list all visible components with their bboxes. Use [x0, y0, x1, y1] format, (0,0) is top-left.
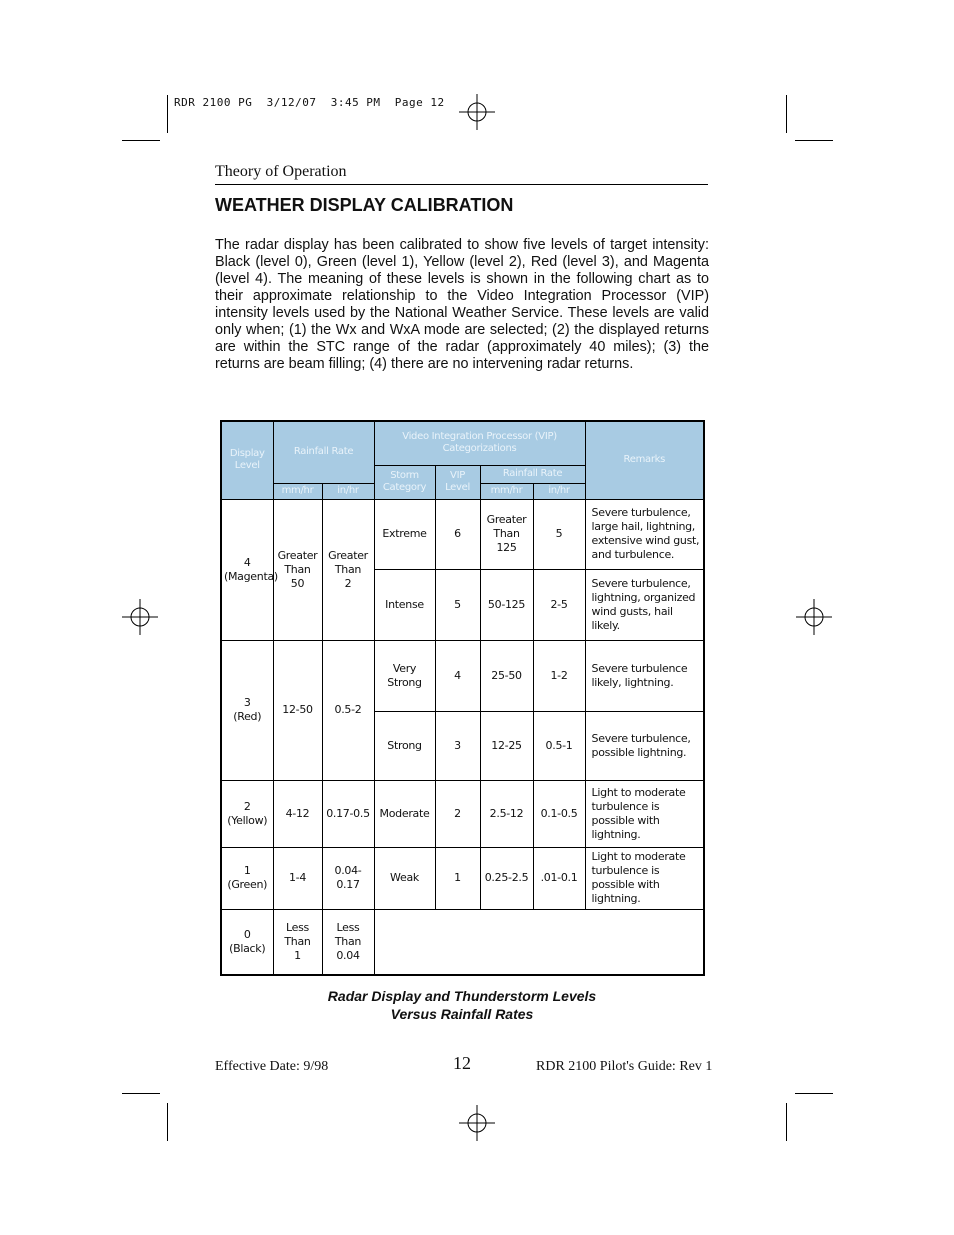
table-row: [221, 499, 704, 569]
weather-calibration-table: [220, 420, 705, 976]
vip-in-cell: .01-0.1: [533, 847, 585, 909]
vip-mm-cell: Greater Than 125: [480, 499, 533, 569]
vip-level-cell: 5: [435, 569, 480, 640]
table-row: [221, 847, 704, 909]
remarks-cell: Severe turbulence, possible lightning.: [585, 711, 704, 780]
vip-in-cell: 5: [533, 499, 585, 569]
header-storm-category: Storm Category: [374, 465, 435, 499]
rainfall-in-cell: Greater Than 2: [322, 499, 374, 640]
registration-mark-icon: [459, 1105, 495, 1141]
vip-in-cell: 0.1-0.5: [533, 780, 585, 847]
crop-mark: [795, 1093, 833, 1094]
storm-category-cell: Extreme: [374, 499, 435, 569]
vip-level-cell: 1: [435, 847, 480, 909]
header-vip-level: VIP Level: [435, 465, 480, 499]
crop-mark: [122, 140, 160, 141]
header-display-level: Display Level: [221, 421, 273, 499]
header-remarks: Remarks: [585, 421, 704, 499]
vip-mm-cell: 12-25: [480, 711, 533, 780]
vip-level-cell: 2: [435, 780, 480, 847]
header-vip-rainfall-rate: Rainfall Rate: [480, 465, 585, 483]
intro-paragraph: The radar display has been calibrated to show five levels of target intensity: Black (level 0), Green (level 1), Yellow (level 2), Red (level 3), and Magenta (level 4). The meaning of these levels is shown in the following chart as to their approximate relationship to the Video Integration Processor (VIP) intensity levels used by the National Weather Service. These levels are valid only when; (1) the Wx and WxA mode are selected; (2) the displayed returns are within the STC range of the radar (approximately 40 miles); (3) the returns are beam filling; (4) there are no intervening radar returns.: [215, 237, 709, 372]
vip-mm-cell: 2.5-12: [480, 780, 533, 847]
storm-category-cell: Moderate: [374, 780, 435, 847]
rainfall-in-cell: Less Than 0.04: [322, 909, 374, 975]
rainfall-mm-cell: 1-4: [273, 847, 322, 909]
rainfall-mm-cell: Greater Than 50: [273, 499, 322, 640]
header-rule: [215, 184, 708, 185]
display-level-cell: 2 (Yellow): [221, 780, 273, 847]
vip-in-cell: 0.5-1: [533, 711, 585, 780]
vip-in-cell: 1-2: [533, 640, 585, 711]
rainfall-in-cell: 0.5-2: [322, 640, 374, 780]
crop-mark: [122, 1093, 160, 1094]
crop-mark: [167, 1103, 168, 1141]
empty-cell: [374, 909, 704, 975]
display-level-cell: 3 (Red): [221, 640, 273, 780]
effective-date: Effective Date: 9/98: [215, 1059, 329, 1074]
header-vip-categorizations: Video Integration Processor (VIP) Categorizations: [374, 421, 585, 465]
display-level-cell: 0 (Black): [221, 909, 273, 975]
table-row: [221, 909, 704, 975]
table-row: [221, 640, 704, 711]
vip-mm-cell: 50-125: [480, 569, 533, 640]
rainfall-in-cell: 0.04-0.17: [322, 847, 374, 909]
registration-mark-icon: [796, 599, 832, 635]
rainfall-mm-cell: 4-12: [273, 780, 322, 847]
print-slug: RDR 2100 PG 3/12/07 3:45 PM Page 12: [174, 96, 445, 109]
vip-level-cell: 4: [435, 640, 480, 711]
header-vip-mm-hr: mm/hr: [480, 483, 533, 499]
remarks-cell: Severe turbulence, lightning, organized wind gusts, hail likely.: [585, 569, 704, 640]
remarks-cell: Severe turbulence, large hail, lightning, extensive wind gust, and turbulence.: [585, 499, 704, 569]
storm-category-cell: Strong: [374, 711, 435, 780]
crop-mark: [786, 1103, 787, 1141]
rainfall-mm-cell: Less Than 1: [273, 909, 322, 975]
storm-category-cell: Weak: [374, 847, 435, 909]
display-level-cell: 4 (Magenta): [221, 499, 273, 640]
storm-category-cell: Intense: [374, 569, 435, 640]
guide-title: RDR 2100 Pilot's Guide: Rev 1: [536, 1059, 713, 1074]
registration-mark-icon: [122, 599, 158, 635]
display-level-cell: 1 (Green): [221, 847, 273, 909]
vip-mm-cell: 0.25-2.5: [480, 847, 533, 909]
running-head: Theory of Operation: [215, 163, 347, 180]
header-in-hr: in/hr: [322, 483, 374, 499]
storm-category-cell: Very Strong: [374, 640, 435, 711]
header-mm-hr: mm/hr: [273, 483, 322, 499]
vip-level-cell: 6: [435, 499, 480, 569]
crop-mark: [786, 95, 787, 133]
crop-mark: [167, 95, 168, 133]
header-rainfall-rate: Rainfall Rate: [273, 421, 374, 483]
section-title: WEATHER DISPLAY CALIBRATION: [215, 195, 514, 215]
table-caption: Radar Display and Thunderstorm Levels Versus Rainfall Rates: [327, 988, 597, 1022]
page-number: 12: [453, 1053, 471, 1073]
remarks-cell: Light to moderate turbulence is possible with lightning.: [585, 780, 704, 847]
vip-mm-cell: 25-50: [480, 640, 533, 711]
remarks-cell: Light to moderate turbulence is possible with lightning.: [585, 847, 704, 909]
table-row: [221, 780, 704, 847]
remarks-cell: Severe turbulence likely, lightning.: [585, 640, 704, 711]
vip-in-cell: 2-5: [533, 569, 585, 640]
header-vip-in-hr: in/hr: [533, 483, 585, 499]
vip-level-cell: 3: [435, 711, 480, 780]
registration-mark-icon: [459, 94, 495, 130]
rainfall-mm-cell: 12-50: [273, 640, 322, 780]
crop-mark: [795, 140, 833, 141]
rainfall-in-cell: 0.17-0.5: [322, 780, 374, 847]
